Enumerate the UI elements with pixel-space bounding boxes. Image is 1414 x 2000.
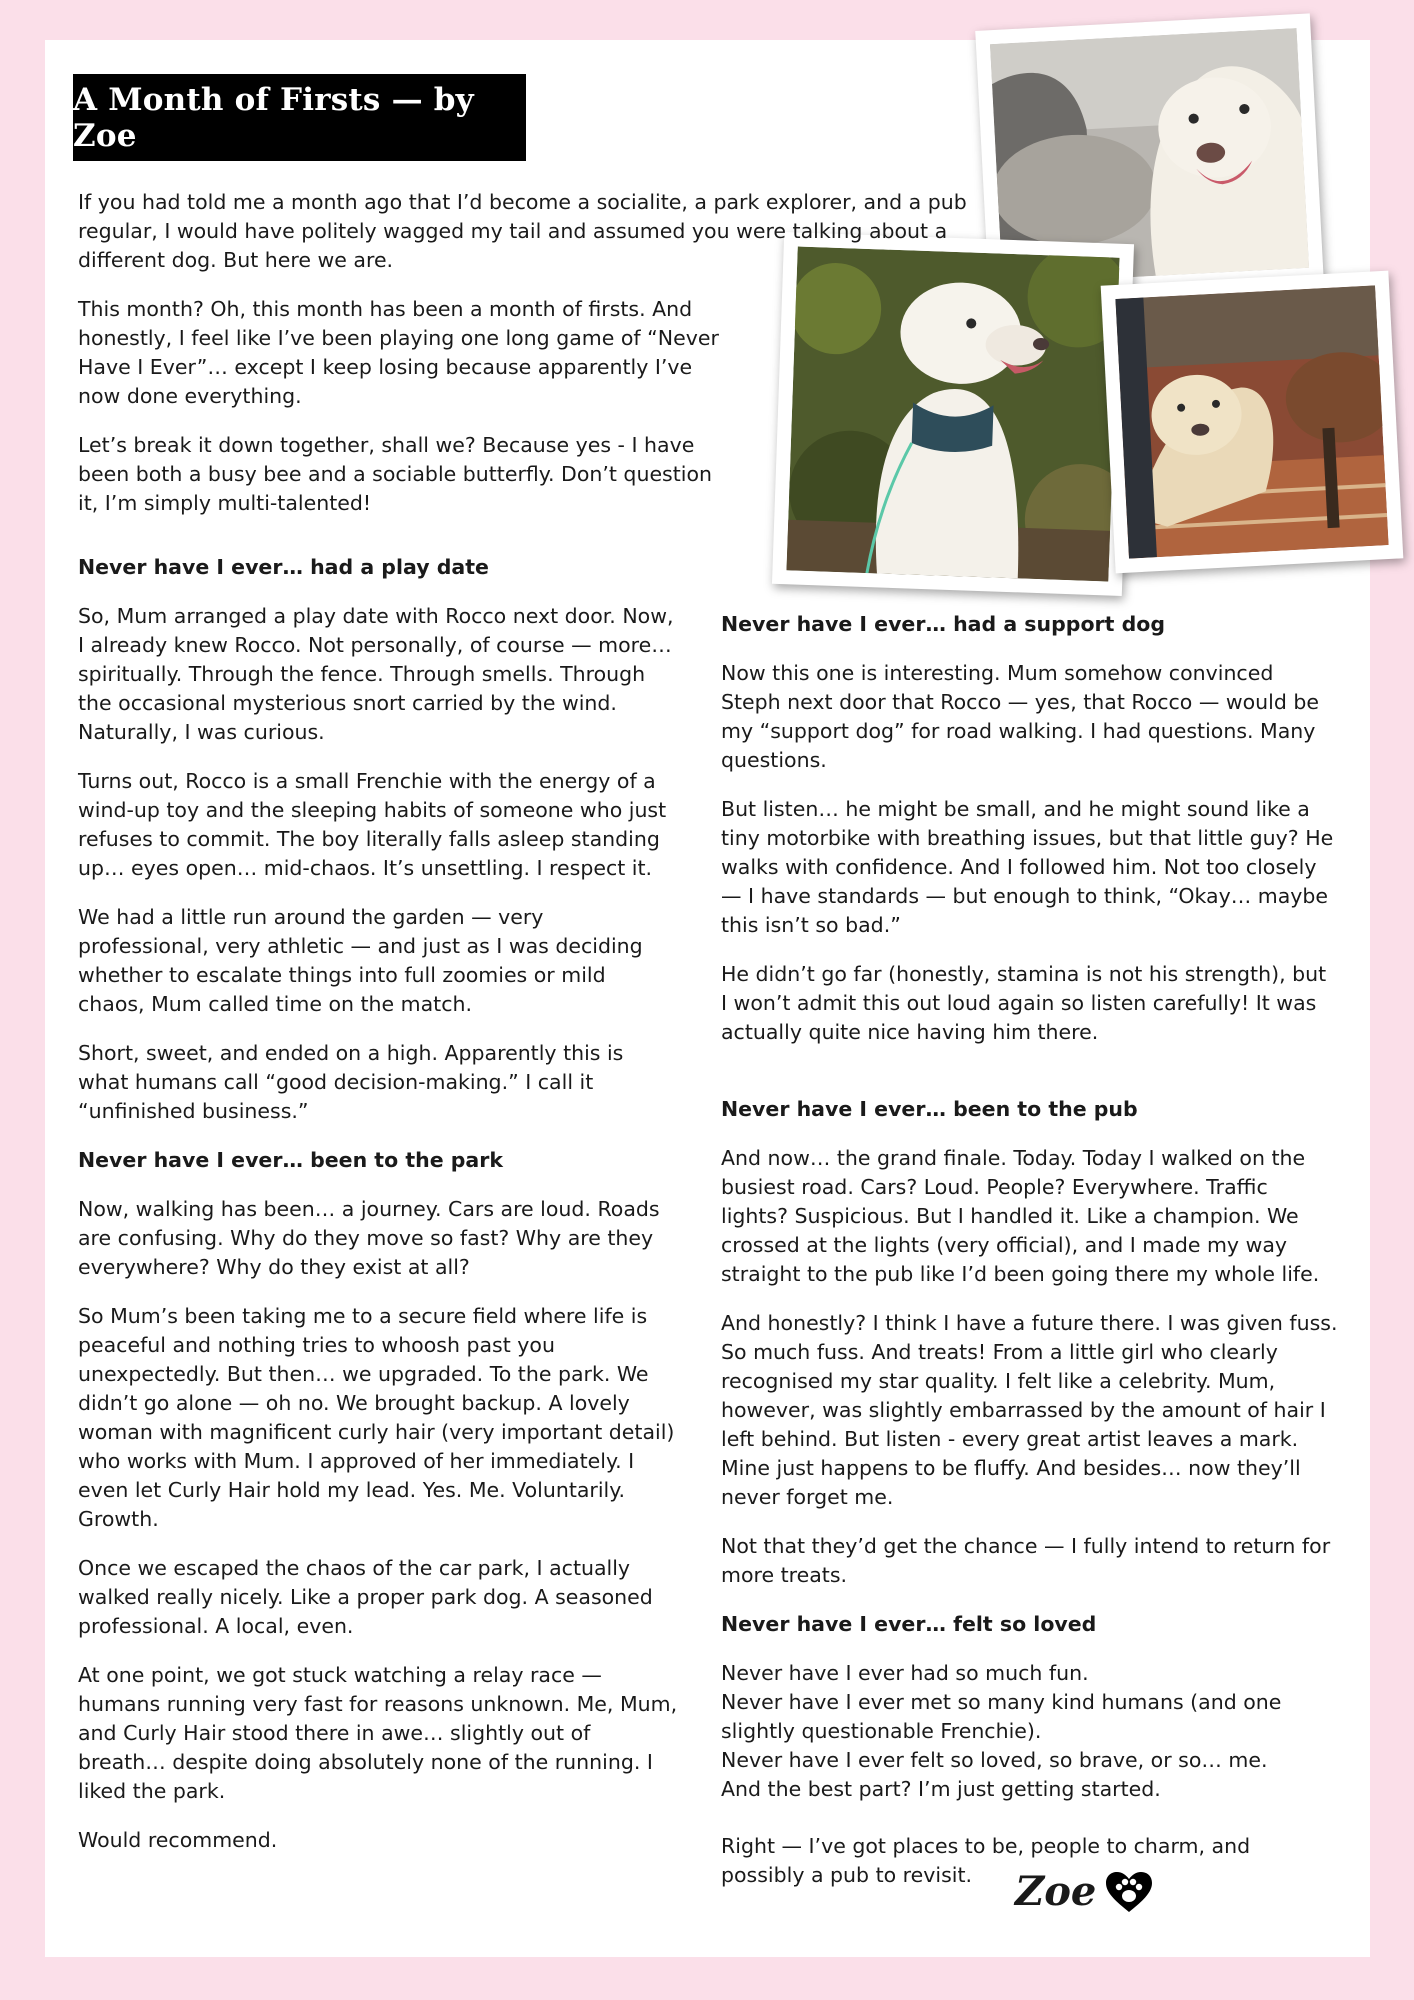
loved-line-1: Never have I ever had so much fun.	[721, 1661, 1089, 1685]
play-date-paragraph-2: Turns out, Rocco is a small Frenchie with the energy of a wind-up toy and the sleeping habits of someone who just refuses to commit. The boy literally falls asleep standing up… eyes open… mid-chaos. It’s unsettling. I respect it.	[78, 769, 667, 880]
pub-paragraph-2: And honestly? I think I have a future there. I was given fuss. So much fuss. And treats! From a little girl who clearly recognised my star quality. I felt like a celebrity. Mum, however, was slightly embarrassed by the amount of hair I left behind. But listen - every great artist leaves a mark. Mine just happens to be fluffy. And besides… now they’ll never forget me.	[721, 1311, 1338, 1509]
park-paragraph-5: Would recommend.	[78, 1828, 278, 1852]
park-paragraph-2: So Mum’s been taking me to a secure field where life is peaceful and nothing tries to whoosh past you unexpectedly. But then… we upgraded. To the park. We didn’t go alone — oh no. We brought backup. A lovely woman with magnificent curly hair (very important detail) who works with Mum. I approved of her immediately. I even let Curly Hair hold my lead. Yes. Me. Voluntarily. Growth.	[78, 1304, 675, 1531]
support-dog-paragraph-2: But listen… he might be small, and he might sound like a tiny motorbike with breathing issues, but that little guy? He walks with confidence. And I followed him. Not too closely — I have standards — but enough to think, “Okay… maybe this isn’t so bad.”	[721, 797, 1334, 937]
page-title: A Month of Firsts — by Zoe	[73, 74, 526, 161]
left-column	[78, 553, 678, 1875]
signature	[1015, 1868, 1154, 1915]
loved-line-4: And the best part? I’m just getting started.	[721, 1777, 1161, 1801]
photo-dog-at-pub	[1101, 271, 1404, 574]
intro-paragraph-1: If you had told me a month ago that I’d become a socialite, a park explorer, and a pub regular, I would have politely wagged my tail and assumed you were talking about a different dog. But here we are.	[78, 190, 967, 272]
play-date-paragraph-4: Short, sweet, and ended on a high. Apparently this is what humans call “good decision-making.” I call it “unfinished business.”	[78, 1041, 624, 1123]
section-heading-loved: Never have I ever… felt so loved	[721, 1612, 1097, 1636]
play-date-paragraph-1: So, Mum arranged a play date with Rocco next door. Now, I already knew Rocco. Not personally, of course — more… spiritually. Through the fence. Through smells. Through the occasional mysterious snort carried by the wind. Naturally, I was curious.	[78, 604, 674, 744]
section-heading-support-dog: Never have I ever… had a support dog	[721, 612, 1166, 636]
intro-paragraph-2: This month? Oh, this month has been a month of firsts. And honestly, I feel like I’ve been playing one long game of “Never Have I Ever”… except I keep losing because apparently I’ve now done everything.	[78, 297, 719, 408]
park-paragraph-1: Now, walking has been… a journey. Cars are loud. Roads are confusing. Why do they move so fast? Why are they everywhere? Why do they exist at all?	[78, 1197, 660, 1279]
support-dog-paragraph-3: He didn’t go far (honestly, stamina is not his strength), but I won’t admit this out loud again so listen carefully! It was actually quite nice having him there.	[721, 962, 1327, 1044]
play-date-paragraph-3: We had a little run around the garden — very professional, very athletic — and just as I was deciding whether to escalate things into full zoomies or mild chaos, Mum called time on the match.	[78, 905, 643, 1016]
right-column	[721, 610, 1338, 1910]
intro	[78, 188, 978, 538]
park-paragraph-4: At one point, we got stuck watching a relay race — humans running very fast for reasons unknown. Me, Mum, and Curly Hair stood there in awe… slightly out of breath… despite doing absolutely none of the running. I liked the park.	[78, 1663, 678, 1803]
intro-paragraph-3: Let’s break it down together, shall we? Because yes - I have been both a busy bee and a sociable butterfly. Don’t question it, I’m simply multi-talented!	[78, 433, 712, 515]
pub-paragraph-3: Not that they’d get the chance — I fully intend to return for more treats.	[721, 1534, 1331, 1587]
section-heading-play-date: Never have I ever… had a play date	[78, 555, 489, 579]
support-dog-paragraph-1: Now this one is interesting. Mum somehow convinced Steph next door that Rocco — yes, that Rocco — would be my “support dog” for road walking. I had questions. Many questions.	[721, 661, 1320, 772]
pub-paragraph-1: And now… the grand finale. Today. Today I walked on the busiest road. Cars? Loud. People? Everywhere. Traffic lights? Suspicious. But I handled it. Like a champion. We crossed at the lights (very official), and I made my way straight to the pub like I’d been going there my whole life.	[721, 1146, 1320, 1286]
loved-line-3: Never have I ever felt so loved, so brave, or so… me.	[721, 1748, 1268, 1772]
park-paragraph-3: Once we escaped the chaos of the car park, I actually walked really nicely. Like a proper park dog. A seasoned professional. A local, even.	[78, 1556, 653, 1638]
signature-text: Zoe	[1015, 1868, 1097, 1915]
loved-line-2: Never have I ever met so many kind humans (and one slightly questionable Frenchie).	[721, 1690, 1282, 1743]
loved-lines	[721, 1659, 1338, 1804]
section-heading-pub: Never have I ever… been to the pub	[721, 1097, 1138, 1121]
loved-closing: Right — I’ve got places to be, people to charm, and possibly a pub to revisit.	[721, 1834, 1251, 1887]
paw-heart-icon	[1104, 1870, 1154, 1914]
section-heading-park: Never have I ever… been to the park	[78, 1148, 504, 1172]
